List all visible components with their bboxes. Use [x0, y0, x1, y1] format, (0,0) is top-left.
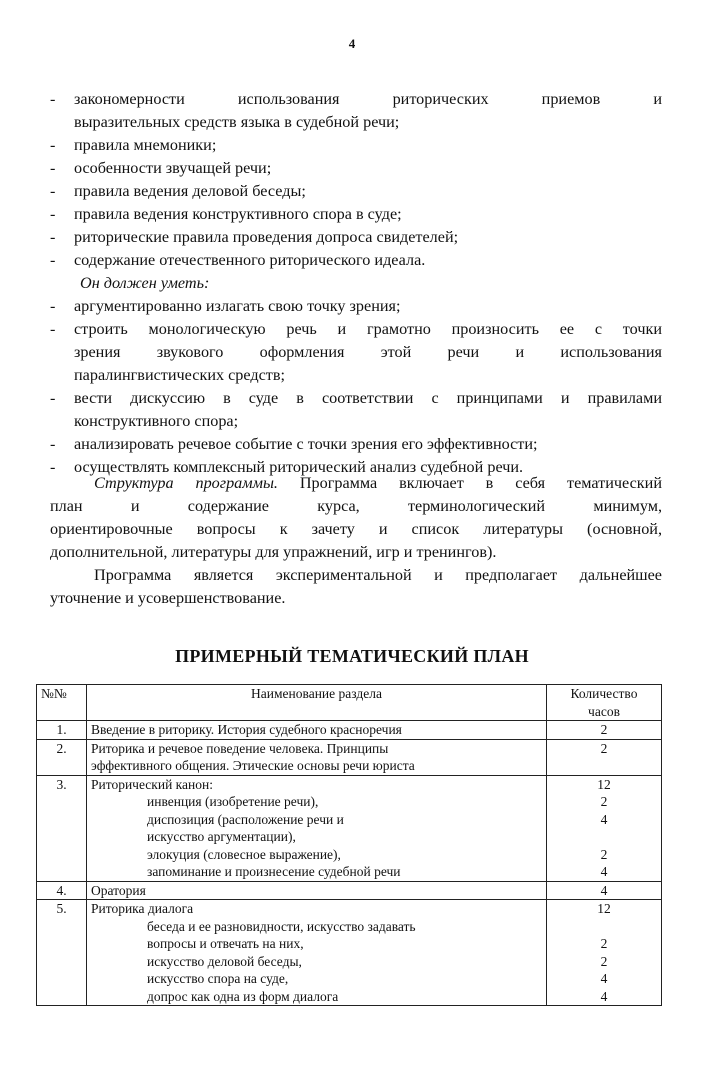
- row-section-name: [87, 775, 547, 881]
- section-text: эффективного общения. Этические основы речи юриста: [91, 758, 415, 773]
- text-line: [50, 226, 662, 248]
- list-dash: -: [50, 320, 56, 338]
- text-line: [74, 364, 662, 386]
- text-line: [80, 272, 662, 294]
- page-number: 4: [348, 36, 356, 51]
- subsection-text: запоминание и произнесение судебной речи: [147, 864, 401, 879]
- header-hours: [547, 685, 662, 721]
- subsection-text: допрос как одна из форм диалога: [147, 988, 339, 1004]
- hours-value: 4: [600, 988, 608, 1004]
- hours-value: [551, 757, 657, 775]
- experimental-line-2: уточнение и усовершенствование.: [50, 589, 286, 607]
- text-line-content: осуществлять комплексный риторический анализ судебной речи.: [74, 458, 524, 476]
- structure-line-4: дополнительной, литературы для упражнений, игр и тренингов).: [50, 543, 497, 561]
- row-hours: [547, 721, 662, 740]
- table-row: [37, 900, 662, 1006]
- text-line-content: риторические правила проведения допроса свидетелей;: [74, 228, 459, 246]
- row-hours: [547, 900, 662, 1006]
- structure-line-1-text: Программа включает в себя тематический: [277, 474, 662, 492]
- hours-value: 2: [600, 794, 608, 809]
- text-line-content: конструктивного спора;: [74, 412, 239, 430]
- section-text: Введение в риторику. История судебного красноречия: [91, 722, 402, 737]
- hours-value: 2: [600, 953, 608, 969]
- text-line: [50, 387, 662, 409]
- row-section-name: [87, 721, 547, 740]
- structure-line-1: [50, 472, 662, 494]
- thematic-plan-table: [36, 684, 662, 1006]
- structure-line-2: план и содержание курса, терминологический минимум,: [50, 497, 662, 515]
- list-dash: -: [50, 435, 56, 453]
- text-line: [50, 295, 662, 317]
- subsection-text: вопросы и отвечать на них,: [147, 936, 304, 951]
- text-line-content: аргументированно излагать свою точку зрения;: [74, 297, 401, 315]
- hours-value: 12: [597, 776, 611, 792]
- row-section-name: [87, 900, 547, 1006]
- experimental-line-1: Программа является экспериментальной и предполагает дальнейшее: [94, 566, 662, 584]
- plan-heading: ПРИМЕРНЫЙ ТЕМАТИЧЕСКИЙ ПЛАН: [175, 646, 529, 666]
- hours-value: 2: [600, 722, 608, 737]
- hours-value: 4: [600, 811, 608, 827]
- text-line-content: содержание отечественного риторического идеала.: [74, 251, 426, 269]
- row-number: 3.: [37, 775, 87, 881]
- row-section-name: [87, 881, 547, 900]
- table-row: [37, 739, 662, 775]
- structure-lead: Структура программы.: [94, 474, 278, 492]
- text-line: [50, 249, 662, 271]
- header-section-name: Наименование раздела: [87, 685, 547, 721]
- list-dash: -: [50, 182, 56, 200]
- row-number: 1.: [37, 721, 87, 740]
- subsection-text: инвенция (изобретение речи),: [147, 794, 319, 809]
- list-dash: -: [50, 389, 56, 407]
- text-line: [50, 157, 662, 179]
- text-line: [74, 111, 662, 133]
- subsection-text: беседа и ее разновидности, искусство задавать: [147, 918, 416, 934]
- subsection-text: искусство аргументации),: [147, 829, 296, 844]
- section-text: Оратория: [91, 882, 146, 898]
- hours-value: 4: [600, 971, 608, 986]
- subsection-text: искусство деловой беседы,: [147, 953, 302, 969]
- list-dash: -: [50, 228, 56, 246]
- text-line-content: правила мнемоники;: [74, 136, 217, 154]
- row-number: 5.: [37, 900, 87, 1006]
- structure-line-3: ориентировочные вопросы к зачету и список литературы (основной,: [50, 520, 662, 538]
- text-line-content: паралингвистических средств;: [74, 366, 286, 384]
- text-line-content: выразительных средств языка в судебной речи;: [74, 113, 400, 131]
- text-line-content: закономерности использования риторических приемов и: [74, 90, 662, 108]
- table-body: [37, 721, 662, 1006]
- row-hours: [547, 881, 662, 900]
- row-number: 2.: [37, 739, 87, 775]
- list-dash: -: [50, 159, 56, 177]
- row-number: 4.: [37, 881, 87, 900]
- header-number: №№: [37, 685, 87, 721]
- hours-value: 4: [600, 864, 608, 879]
- list-dash: -: [50, 251, 56, 269]
- text-line: [50, 88, 662, 110]
- list-dash: -: [50, 205, 56, 223]
- subsection-text: искусство спора на суде,: [147, 971, 289, 986]
- text-line: [50, 433, 662, 455]
- section-text: Риторика диалога: [91, 901, 194, 916]
- list-dash: -: [50, 458, 56, 476]
- row-hours: [547, 739, 662, 775]
- subsection-text: элокуция (словесное выражение),: [147, 846, 341, 862]
- text-line-content: строить монологическую речь и грамотно произносить ее с точки: [74, 320, 662, 338]
- row-section-name: [87, 739, 547, 775]
- text-line-content: правила ведения конструктивного спора в суде;: [74, 205, 402, 223]
- hours-value: 2: [600, 936, 608, 951]
- text-line-content: правила ведения деловой беседы;: [74, 182, 306, 200]
- header-hours-line-1: Количество: [570, 686, 638, 701]
- list-dash: -: [50, 297, 56, 315]
- list-dash: -: [50, 90, 56, 108]
- list-dash: -: [50, 136, 56, 154]
- table-row: [37, 721, 662, 740]
- text-line-content: зрения звукового оформления этой речи и использования: [74, 343, 662, 361]
- section-text: Риторический канон:: [91, 776, 213, 792]
- subsection-text: диспозиция (расположение речи и: [147, 811, 344, 827]
- header-hours-line-2: часов: [588, 703, 620, 719]
- text-line-content: анализировать речевое событие с точки зрения его эффективности;: [74, 435, 538, 453]
- hours-value: [551, 918, 657, 936]
- hours-value: 2: [600, 740, 608, 756]
- text-line: [50, 203, 662, 225]
- text-line: [74, 341, 662, 363]
- text-line: [50, 134, 662, 156]
- text-line: [50, 180, 662, 202]
- table-header-row: [37, 685, 662, 721]
- text-line-content: Он должен уметь:: [80, 274, 210, 292]
- text-line: [74, 410, 662, 432]
- section-text: Риторика и речевое поведение человека. Принципы: [91, 740, 389, 756]
- table-row: [37, 775, 662, 881]
- row-hours: [547, 775, 662, 881]
- hours-value: 2: [600, 846, 608, 862]
- hours-value: [551, 828, 657, 846]
- hours-value: 12: [597, 901, 611, 916]
- text-line-content: особенности звучащей речи;: [74, 159, 272, 177]
- text-line: [50, 318, 662, 340]
- text-line-content: вести дискуссию в суде в соответствии с принципами и правилами: [74, 389, 662, 407]
- hours-value: 4: [600, 882, 608, 898]
- table-row: [37, 881, 662, 900]
